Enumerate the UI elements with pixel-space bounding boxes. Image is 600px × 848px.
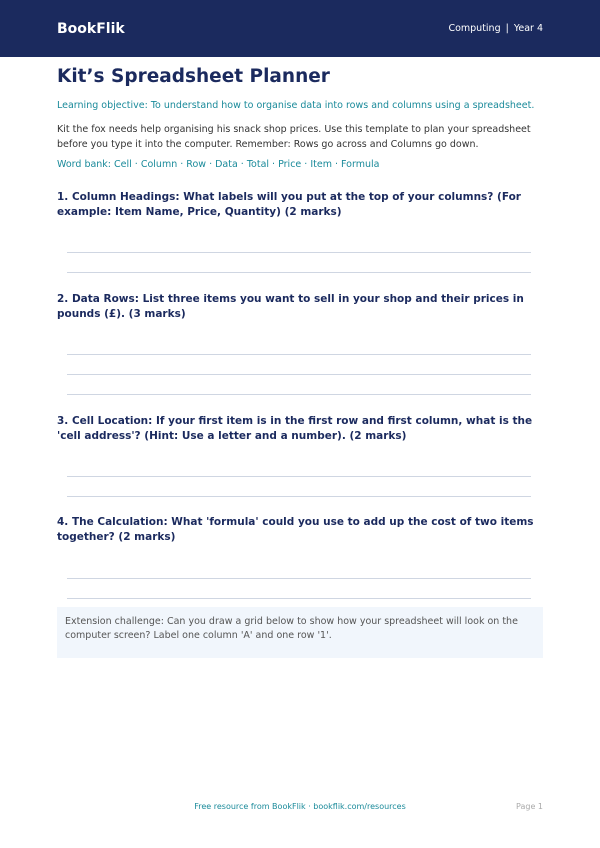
answer-line[interactable]: [67, 578, 531, 579]
question-4: 4. The Calculation: What 'formula' could you use to add up the cost of two items together? (2 marks): [57, 516, 534, 543]
question-3: 3. Cell Location: If your first item is in the first row and first column, what is the 'cell address'? (Hint: Use a letter and a number). (2 marks): [57, 415, 533, 442]
answer-line[interactable]: [67, 374, 531, 375]
page-header: [0, 0, 600, 57]
answer-line[interactable]: [67, 476, 531, 477]
brand-logo[interactable]: BookFlik: [57, 20, 125, 37]
worksheet-body: [57, 66, 543, 543]
subject-name: Computing: [448, 23, 501, 34]
question-1: 1. Column Headings: What labels will you put at the top of your columns? (For example: Item Name, Price, Quantity) (2 marks): [57, 191, 521, 218]
answer-line[interactable]: [67, 252, 531, 253]
subject-label: [448, 23, 543, 34]
extension-challenge: Extension challenge: Can you draw a grid below to show how your spreadsheet will look on the computer screen? Label one column 'A' and one row '1'.: [57, 607, 543, 658]
footer-credit[interactable]: Free resource from BookFlik · bookflik.com/resources: [194, 802, 406, 811]
subject-separator: |: [505, 23, 509, 34]
answer-line[interactable]: [67, 394, 531, 395]
intro-text: Kit the fox needs help organising his snack shop prices. Use this template to plan your spreadsheet before you type it into the computer. Remember: Rows go across and Columns go down.: [57, 124, 531, 150]
answer-line[interactable]: [67, 598, 531, 599]
question-2: 2. Data Rows: List three items you want to sell in your shop and their prices in pounds (£). (3 marks): [57, 293, 524, 320]
answer-line[interactable]: [67, 272, 531, 273]
year-group: Year 4: [513, 23, 543, 34]
answer-line[interactable]: [67, 354, 531, 355]
learning-objective: Learning objective: To understand how to organise data into rows and columns using a spreadsheet.: [57, 100, 535, 111]
page-number: Page 1: [516, 802, 543, 811]
answer-line[interactable]: [67, 496, 531, 497]
word-bank: Word bank: Cell · Column · Row · Data · Total · Price · Item · Formula: [57, 159, 380, 170]
page-title: Kit’s Spreadsheet Planner: [57, 66, 330, 87]
